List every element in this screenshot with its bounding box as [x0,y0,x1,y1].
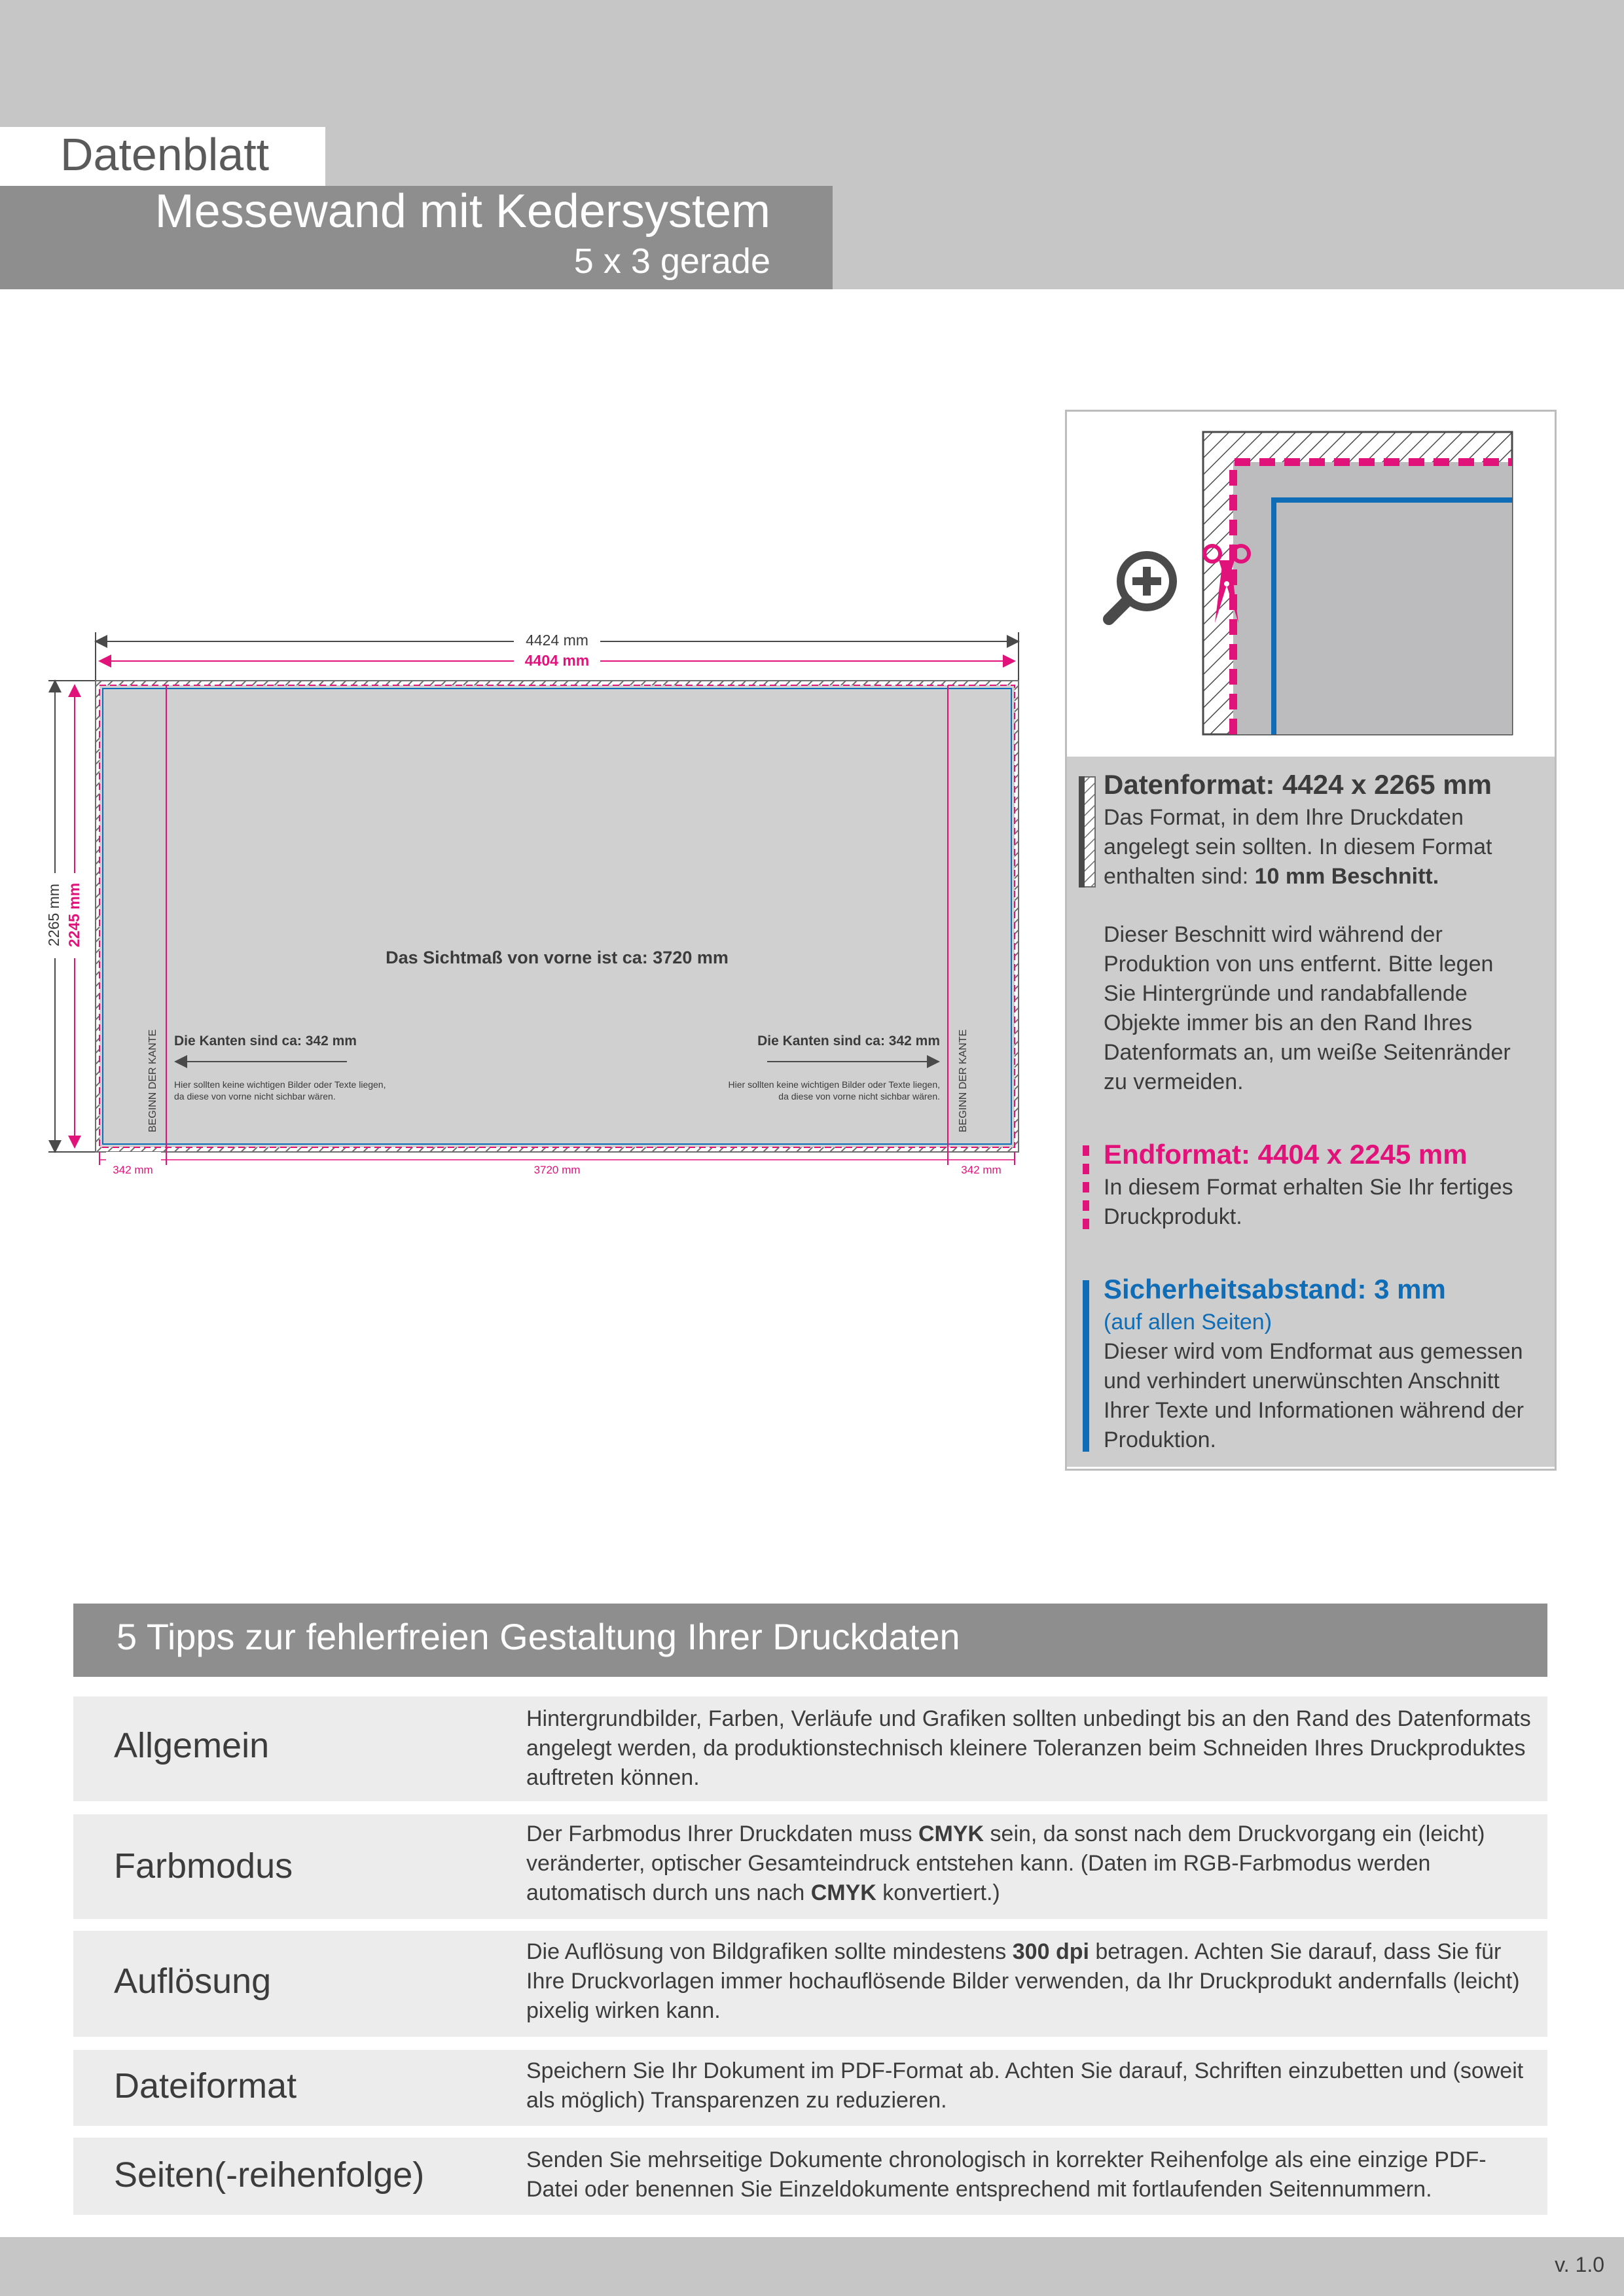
sicherheit-marker [1083,1280,1089,1452]
tip-text-seiten: Senden Sie mehrseitige Dokumente chronologisch in korrekter Reihenfolge als eine einzige PDF-Datei oder benennen Sie Einzeldokumente entsprechend mit fortlaufenden Seitennummern. [526,2147,1487,2202]
sicherheit-desc: Dieser wird vom Endformat aus gemessen und verhindert unerwünschten Anschnitt Ihrer Texte und Informationen während der Produktion. [1104,1339,1524,1452]
farbmodus-cmyk-1: CMYK [918,1821,984,1846]
product-variant: 5 x 3 gerade [573,242,770,281]
edge-label-right: BEGINN DER KANTE [958,1029,969,1132]
farbmodus-text-2: sein, da sonst nach dem Druckvorgang ein (leicht) veränderter, optischer Gesamteindruck entstehen kann. (Daten im RGB-Farbmodus werden automatisch durch uns nach [526,1821,1485,1905]
tip-text-allgemein: Hintergrundbilder, Farben, Verläufe und Grafiken sollten unbedingt bis an den Rand des Datenformats angelegt werden, da produktionstechnisch kleinere Toleranzen beim Schneiden Ihres Druckproduktes auftreten können. [526,1706,1531,1790]
tip-text-aufloesung [526,1937,1534,2026]
endformat-desc: In diesem Format erhalten Sie Ihr fertiges Druckprodukt. [1104,1175,1513,1229]
datenformat-line-3 [1104,862,1536,891]
dim-center-label: 3720 mm [533,1164,581,1176]
format-diagram [26,622,1034,1198]
edge-left-title: Die Kanten sind ca: 342 mm [174,1033,357,1049]
tip-label-seiten: Seiten(-reihenfolge) [114,2155,425,2195]
final-format-area [99,685,1015,1147]
aufloesung-dpi: 300 dpi [1012,1939,1089,1964]
sicherheit-title: Sicherheitsabstand: 3 mm [1104,1274,1446,1304]
version-label: v. 1.0 [1555,2253,1604,2276]
aufloesung-text-1: Die Auflösung von Bildgrafiken sollte mindestens [526,1939,1013,1964]
visible-size-note: Das Sichtmaß von vorne ist ca: 3720 mm [386,948,729,967]
endformat-title: Endformat: 4404 x 2245 mm [1104,1139,1468,1170]
datenformat-bleed-value: 10 mm Beschnitt. [1254,864,1439,889]
farbmodus-text-3: konvertiert.) [876,1880,1000,1905]
tip-label-aufloesung: Auflösung [114,1962,272,2001]
bleed-detail-diagram [1200,427,1541,741]
edge-label-left: BEGINN DER KANTE [147,1029,158,1132]
aufloesung-text-2: betragen. Achten Sie darauf, dass Sie für Ihre Druckvorlagen immer hochauflösende Bilder verwenden, da Ihr Druckprodukt andernfalls (leicht) pixelig wirken kann. [526,1939,1520,2023]
tip-text-dateiformat: Speichern Sie Ihr Dokument im PDF-Format ab. Achten Sie darauf, Schriften einzubetten und (soweit als möglich) Transparenzen zu reduzieren. [526,2058,1524,2113]
tip-row-seiten [73,2138,1547,2215]
height-total-label: 2265 mm [45,884,62,946]
tip-row-farbmodus [73,1814,1547,1919]
datenformat-title: Datenformat: 4424 x 2265 mm [1104,769,1492,800]
datenformat-line-3a: enthalten sind: [1104,864,1255,889]
edge-left-note-1: Hier sollten keine wichtigen Bilder oder Texte liegen, [174,1079,386,1090]
tip-label-farbmodus: Farbmodus [114,1846,293,1886]
dim-right-label: 342 mm [961,1164,1001,1176]
edge-left-note-2: da diese von vorne nicht sichbar wären. [174,1091,336,1102]
footer-band [0,2237,1624,2296]
beschnitt-desc: Dieser Beschnitt wird während der Produktion von uns entfernt. Bitte legen Sie Hintergründe und randabfallende Objekte immer bis an den Rand Ihres Datenformats an, um weiße Seitenränder zu vermeiden. [1104,922,1511,1094]
datenformat-line-2: angelegt sein sollten. In diesem Format [1104,834,1492,859]
edge-right-note-1: Hier sollten keine wichtigen Bilder oder Texte liegen, [728,1079,940,1090]
dim-left-label: 342 mm [113,1164,153,1176]
tip-row-aufloesung [73,1931,1547,2037]
tip-label-dateiformat: Dateiformat [114,2066,297,2106]
sicherheit-sub: (auf allen Seiten) [1104,1310,1272,1335]
datenformat-desc [1104,803,1536,891]
tip-label-allgemein: Allgemein [114,1726,270,1765]
edge-right-note-2: da diese von vorne nicht sichbar wären. [778,1091,940,1102]
tip-text-farbmodus [526,1820,1534,1908]
height-final-label: 2245 mm [65,882,82,948]
farbmodus-text-1: Der Farbmodus Ihrer Druckdaten muss [526,1821,918,1846]
width-total-label: 4424 mm [526,632,588,649]
tips-title: 5 Tipps zur fehlerfreien Gestaltung Ihrer Druckdaten [117,1616,960,1657]
width-final-label: 4404 mm [524,652,590,669]
tip-row-dateiformat [73,2050,1547,2126]
datenformat-marker [1079,776,1096,888]
zoom-plus-icon [1101,548,1180,630]
product-title: Messewand mit Kedersystem [154,185,770,238]
farbmodus-cmyk-2: CMYK [810,1880,876,1905]
endformat-marker [1081,1145,1091,1230]
datenformat-line-1: Das Format, in dem Ihre Druckdaten [1104,805,1464,830]
doc-type-label: Datenblatt [60,129,270,180]
tip-row-allgemein [73,1696,1547,1801]
edge-right-title: Die Kanten sind ca: 342 mm [757,1033,940,1049]
